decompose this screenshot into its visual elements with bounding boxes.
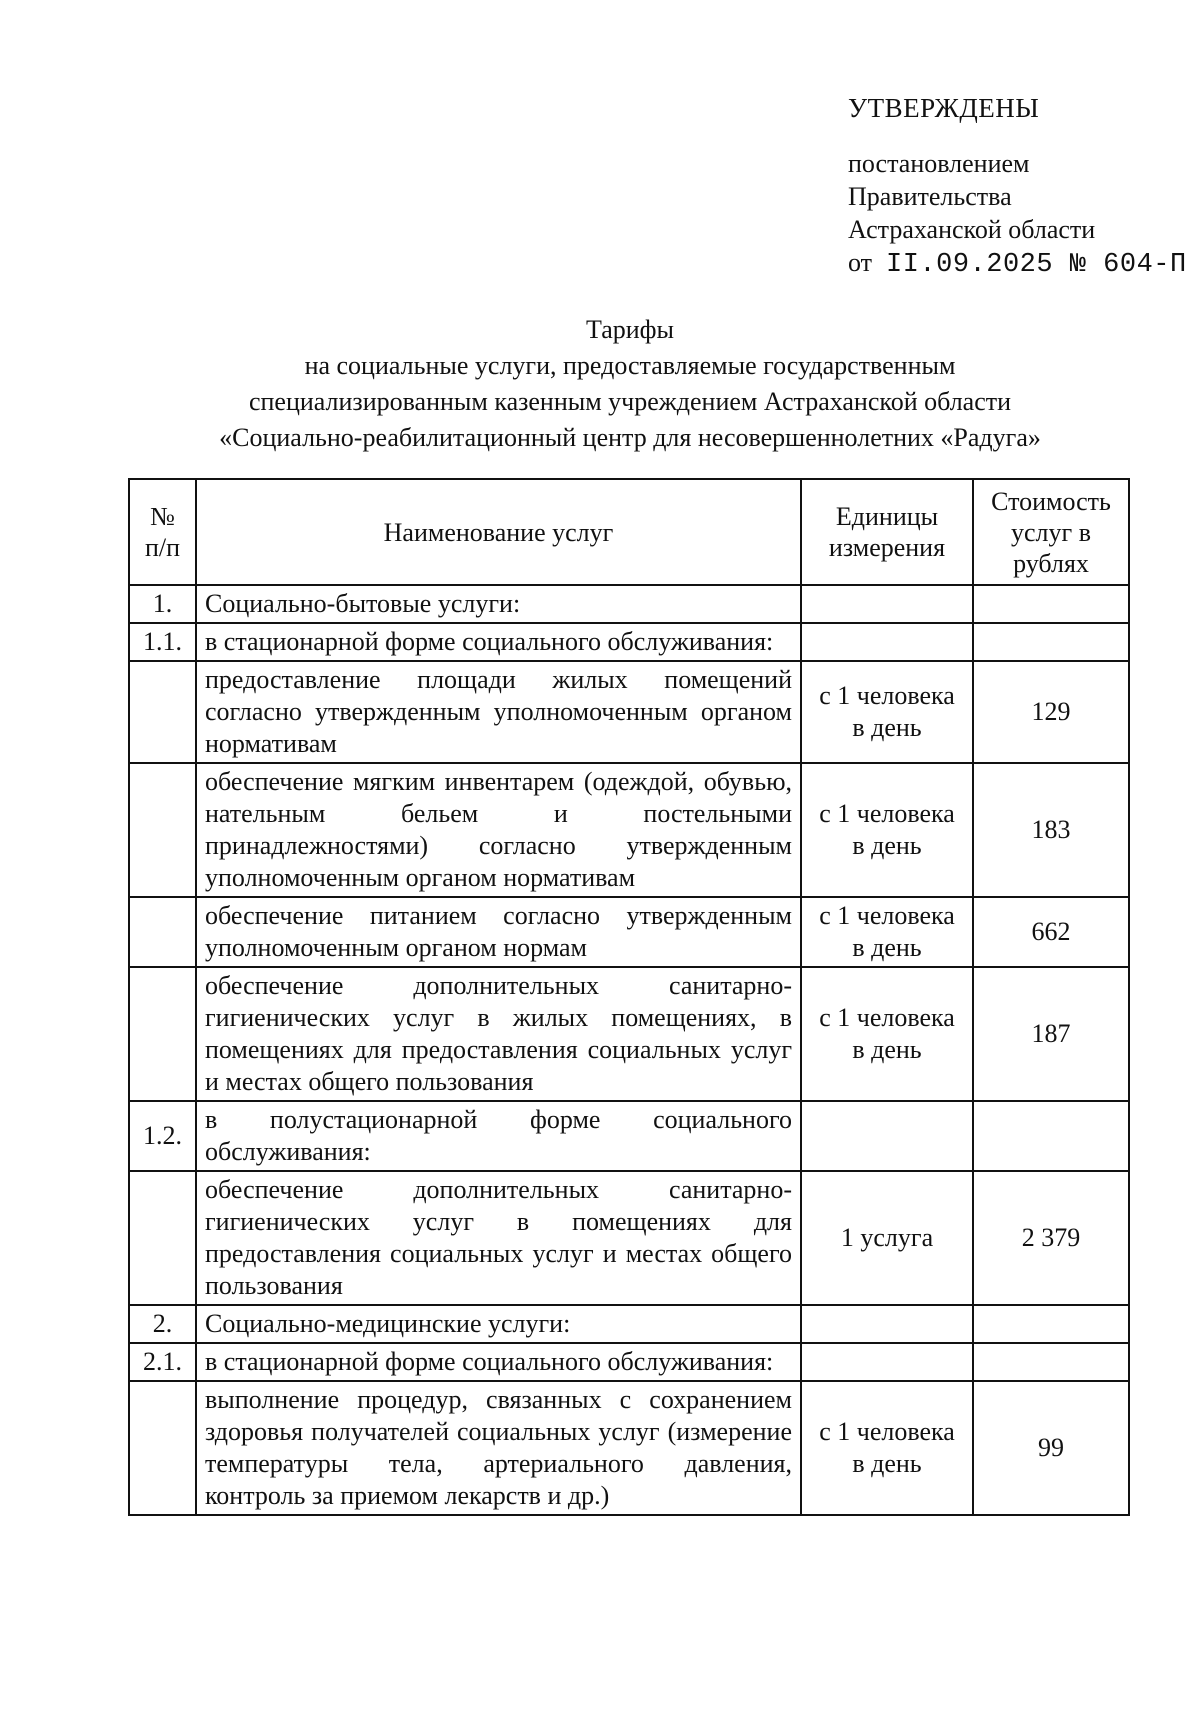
approval-date-line xyxy=(848,246,1187,282)
row-service-name: в полустационарной форме социального обслуживания: xyxy=(196,1101,801,1171)
row-number xyxy=(129,1171,196,1305)
row-service-name: обеспечение дополнительных санитарно-гигиенических услуг в жилых помещениях, в помещениях для предоставления социальных услуг и местах общего пользования xyxy=(196,967,801,1101)
row-unit: с 1 человека в день xyxy=(801,897,973,967)
row-service-name: обеспечение мягким инвентарем (одеждой, обувью, нательным бельем и постельными принадлежностями) согласно утвержденным уполномоченным органом нормативам xyxy=(196,763,801,897)
approval-date-prefix: от xyxy=(848,248,873,277)
row-cost: 662 xyxy=(973,897,1129,967)
row-cost: 99 xyxy=(973,1381,1129,1515)
row-number: 2.1. xyxy=(129,1343,196,1381)
approval-date-number-stamp: II.09.2025 № 604-П xyxy=(886,250,1187,280)
document-title: Тарифы xyxy=(585,315,674,344)
row-unit: с 1 человека в день xyxy=(801,661,973,763)
document-subtitle-line-3: «Социально-реабилитационный центр для несовершеннолетних «Радуга» xyxy=(219,423,1041,452)
document-subtitle-line-2: специализированным казенным учреждением Астраханской области xyxy=(248,387,1012,416)
row-number xyxy=(129,763,196,897)
row-cost xyxy=(973,1305,1129,1343)
approval-line-decree: постановлением xyxy=(848,149,1030,178)
table-row xyxy=(129,1305,1129,1343)
row-unit: с 1 человека в день xyxy=(801,967,973,1101)
row-unit xyxy=(801,1305,973,1343)
row-service-name: обеспечение дополнительных санитарно-гигиенических услуг в помещениях для предоставления социальных услуг и местах общего пользования xyxy=(196,1171,801,1305)
row-number: 1.1. xyxy=(129,623,196,661)
row-cost: 183 xyxy=(973,763,1129,897)
row-number xyxy=(129,897,196,967)
approval-line-government: Правительства xyxy=(848,182,1012,211)
tariff-table xyxy=(128,478,1130,1516)
row-service-name: выполнение процедур, связанных с сохранением здоровья получателей социальных услуг (измерение температуры тела, артериального давления, контроль за приемом лекарств и др.) xyxy=(196,1381,801,1515)
table-row xyxy=(129,1343,1129,1381)
table-row xyxy=(129,661,1129,763)
header-unit: Единицы измерения xyxy=(801,479,973,585)
row-number: 1. xyxy=(129,585,196,623)
table-body xyxy=(129,585,1129,1515)
row-cost xyxy=(973,585,1129,623)
row-service-name: Социально-медицинские услуги: xyxy=(196,1305,801,1343)
approval-title: УТВЕРЖДЕНЫ xyxy=(848,93,1040,123)
table-row xyxy=(129,1171,1129,1305)
document-title-block xyxy=(120,312,1140,456)
approval-line-region: Астраханской области xyxy=(848,215,1096,244)
table-row xyxy=(129,1101,1129,1171)
header-service-name: Наименование услуг xyxy=(196,479,801,585)
row-cost xyxy=(973,1101,1129,1171)
table-row xyxy=(129,897,1129,967)
document-subtitle-line-1: на социальные услуги, предоставляемые государственным xyxy=(304,351,956,380)
row-cost xyxy=(973,623,1129,661)
row-service-name: в стационарной форме социального обслуживания: xyxy=(196,623,801,661)
row-number: 1.2. xyxy=(129,1101,196,1171)
row-cost: 129 xyxy=(973,661,1129,763)
header-number: № п/п xyxy=(129,479,196,585)
row-unit xyxy=(801,585,973,623)
row-service-name: Социально-бытовые услуги: xyxy=(196,585,801,623)
row-number xyxy=(129,661,196,763)
row-unit xyxy=(801,623,973,661)
row-cost xyxy=(973,1343,1129,1381)
row-cost: 2 379 xyxy=(973,1171,1129,1305)
row-service-name: обеспечение питанием согласно утвержденным уполномоченным органом нормам xyxy=(196,897,801,967)
row-number xyxy=(129,1381,196,1515)
row-service-name: предоставление площади жилых помещений согласно утвержденным уполномоченным органом нормативам xyxy=(196,661,801,763)
row-unit xyxy=(801,1343,973,1381)
row-unit xyxy=(801,1101,973,1171)
table-row xyxy=(129,763,1129,897)
row-service-name: в стационарной форме социального обслуживания: xyxy=(196,1343,801,1381)
table-row xyxy=(129,967,1129,1101)
row-unit: с 1 человека в день xyxy=(801,763,973,897)
table-row xyxy=(129,1381,1129,1515)
row-number: 2. xyxy=(129,1305,196,1343)
header-cost: Стоимость услуг в рублях xyxy=(973,479,1129,585)
table-row xyxy=(129,585,1129,623)
row-cost: 187 xyxy=(973,967,1129,1101)
row-unit: 1 услуга xyxy=(801,1171,973,1305)
row-unit: с 1 человека в день xyxy=(801,1381,973,1515)
row-number xyxy=(129,967,196,1101)
table-header-row xyxy=(129,479,1129,585)
approval-block xyxy=(848,92,1187,282)
table-row xyxy=(129,623,1129,661)
